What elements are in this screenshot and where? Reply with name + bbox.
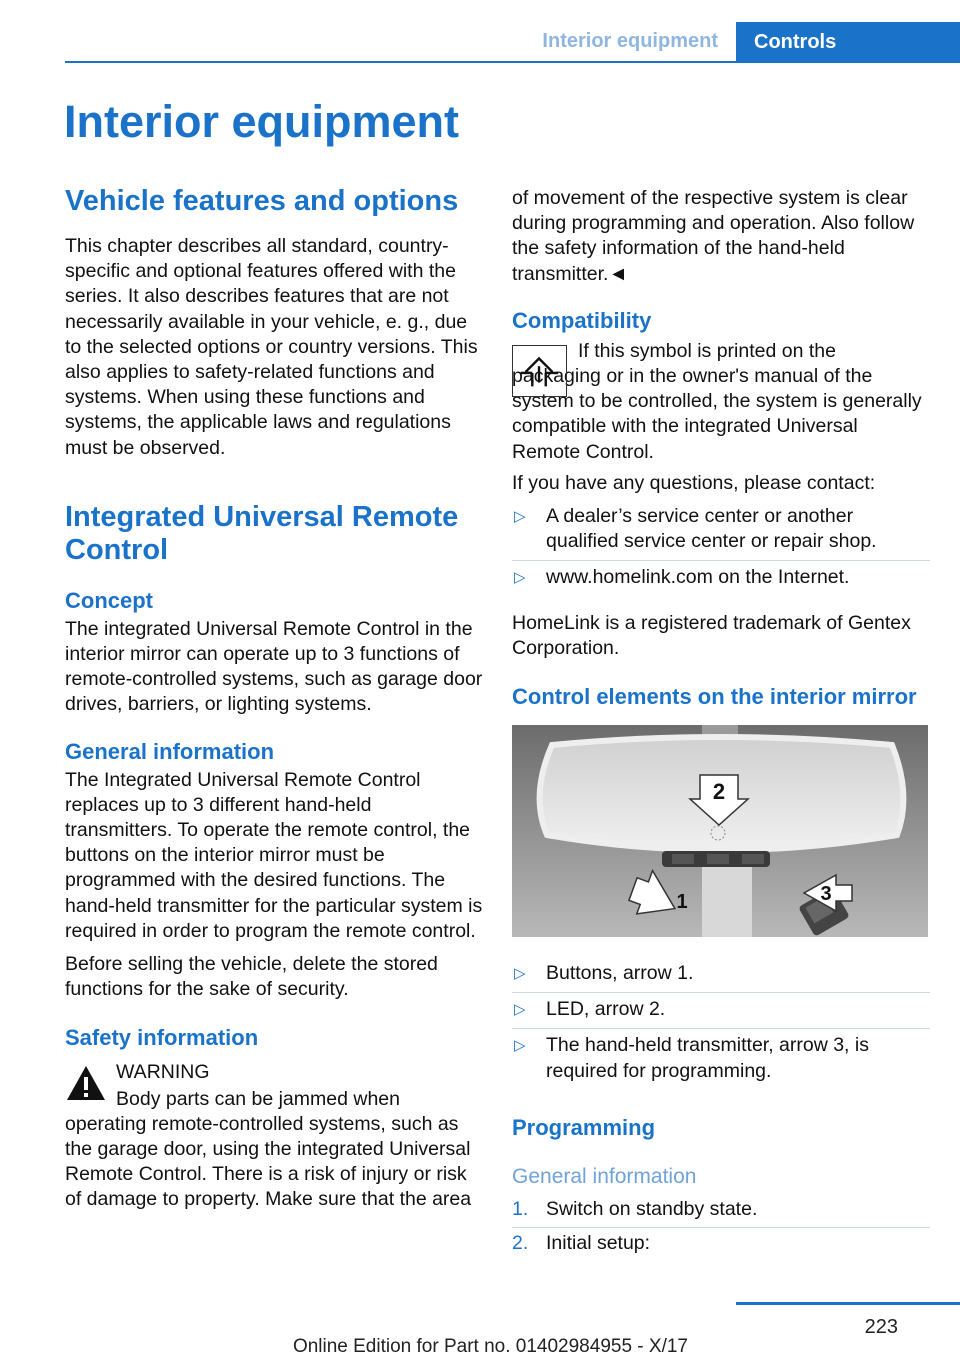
- concept-heading: Concept: [65, 587, 153, 613]
- header-tab-controls[interactable]: Controls: [736, 22, 960, 63]
- arrow-2-label: 2: [712, 779, 726, 805]
- left-column: [65, 180, 483, 1213]
- edition-text: Online Edition for Part no. 01402984955 - X/17: [292, 1336, 688, 1357]
- general-info-heading: General information: [65, 738, 275, 764]
- questions-text: If you have any questions, please contact:: [512, 471, 876, 494]
- right-column: [512, 186, 930, 1261]
- control-elements-heading: Control elements on the interior mirror: [512, 684, 917, 710]
- warning-continued-text: of movement of the respective system is clear during programming and operation. Also follow the safety information of the hand-held transmitter.◄: [512, 187, 915, 285]
- header-section-title: Interior equipment: [542, 30, 718, 52]
- list-item: 1. Switch on standby state.: [512, 1194, 930, 1228]
- bullet-icon: ▷: [514, 1037, 526, 1055]
- vehicle-features-heading: Vehicle features and options: [65, 185, 459, 217]
- header-divider: [65, 61, 960, 63]
- bullet-icon: ▷: [514, 1001, 526, 1019]
- programming-heading: Programming: [512, 1114, 656, 1140]
- list-item: ▷ The hand-held transmitter, arrow 3, is required for programming.: [514, 1034, 869, 1082]
- compatibility-heading: Compatibility: [512, 307, 652, 333]
- list-item: ▷ Buttons, arrow 1.: [512, 957, 930, 993]
- list-item: ▷ www.homelink.com on the Internet.: [512, 561, 930, 596]
- arrow-3-label: 3: [820, 883, 832, 906]
- page-title: Interior equipment: [64, 96, 460, 147]
- list-item: 2. Initial setup:: [512, 1232, 651, 1255]
- footer-divider: [736, 1302, 960, 1305]
- warning-block: [65, 1060, 483, 1212]
- bullet-icon: ▷: [514, 569, 526, 587]
- warning-text: Body parts can be jammed when operating remote-controlled systems, such as the garage door, using the integrated Universal Remote Control. There is a risk of injury or risk of damage to property. Make sure that the area: [65, 1087, 472, 1211]
- compatibility-text: If this symbol is printed on the packaging or in the owner's manual of the system to be controlled, the system is generally compatible with the integrated Universal Remote Control.: [512, 339, 922, 463]
- programming-steps: [512, 1194, 930, 1261]
- warning-label: WARNING: [116, 1061, 210, 1084]
- compatibility-block: [512, 339, 930, 465]
- iurc-heading: Integrated Universal Remote Control: [65, 500, 459, 566]
- general-info-text: The Integrated Universal Remote Control replaces up to 3 different hand-held transmitters. To operate the remote control, the buttons on the interior mirror must be programmed with the desired functions. The hand-held transmitter for the particular system is required in order to program the remote control.: [65, 768, 483, 942]
- arrow-1-label: 1: [676, 891, 688, 914]
- interior-mirror-image: [512, 725, 928, 937]
- contact-list: [512, 500, 930, 597]
- garage-door-symbol-icon: [512, 345, 567, 397]
- concept-text: The integrated Universal Remote Control in the interior mirror can operate up to 3 functions of remote-controlled systems, such as garage door drives, barriers, or lighting systems.: [65, 617, 483, 716]
- list-item: ▷ LED, arrow 2.: [512, 993, 930, 1029]
- homelink-text: HomeLink is a registered trademark of Gentex Corporation.: [512, 611, 911, 659]
- page-number: 223: [864, 1316, 898, 1338]
- warning-triangle-icon: [65, 1064, 107, 1102]
- safety-info-heading: Safety information: [65, 1025, 259, 1051]
- bullet-icon: ▷: [514, 965, 526, 983]
- control-elements-list: [512, 957, 930, 1090]
- bullet-icon: ▷: [514, 508, 526, 526]
- vehicle-features-text: This chapter describes all standard, country-specific and optional features offered with the series. It also describes features that are not necessarily available in your vehicle, e. g., due to the selected options or country versions. This also applies to safety-related functions and systems. When using these functions and systems, the applicable laws and regulations must be observed.: [65, 235, 478, 459]
- list-item: ▷ A dealer’s service center or another qualified service center or repair shop.: [512, 500, 930, 561]
- general-info-text-2: Before selling the vehicle, delete the stored functions for the sake of security.: [65, 953, 438, 1001]
- programming-general-heading: General information: [512, 1164, 697, 1188]
